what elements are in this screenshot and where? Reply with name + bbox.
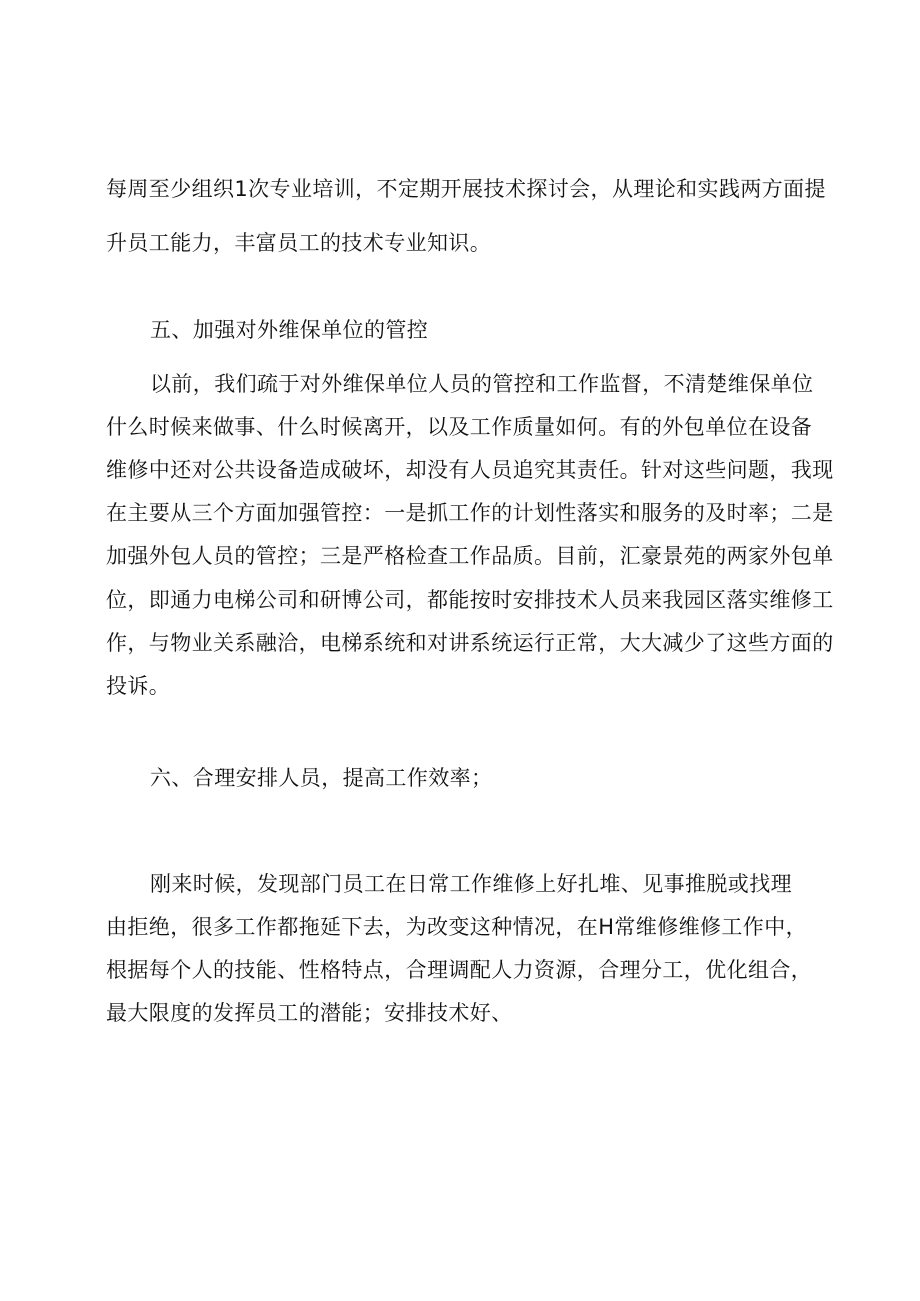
paragraph-line: 升员工能力，丰富员工的技术专业知识。 (106, 231, 492, 255)
paragraph-line: 由拒绝，很多工作都拖延下去，为改变这种情况，在H常维修维修工作中， (106, 915, 807, 939)
section-heading-6: 六、合理安排人员，提高工作效率； (150, 766, 493, 790)
paragraph-line: 作，与物业关系融洽，电梯系统和对讲系统运行正常，大大减少了这些方面的 (106, 631, 834, 655)
paragraph-line: 以前，我们疏于对外维保单位人员的管控和工作监督，不清楚维保单位 (150, 372, 814, 396)
section-heading-5: 五、加强对外维保单位的管控 (150, 318, 429, 342)
paragraph-line: 刚来时候，发现部门员工在日常工作维修上好扎堆、见事推脱或找理 (150, 872, 792, 896)
paragraph-line: 位，即通力电梯公司和研博公司，都能按时安排技术人员来我园区落实维修工 (106, 588, 834, 612)
paragraph-line: 在主要从三个方面加强管控：一是抓工作的计划性落实和服务的及时率；二是 (106, 501, 834, 525)
paragraph-line: 加强外包人员的管控；三是严格检查工作品质。目前，汇豪景苑的两家外包单 (106, 544, 834, 568)
paragraph-line: 维修中还对公共设备造成破坏，却没有人员追究其责任。针对这些问题，我现 (106, 458, 834, 482)
paragraph-line: 投诉。 (106, 674, 171, 698)
paragraph-line: 根据每个人的技能、性格特点，合理调配人力资源，合理分工，优化组合， (106, 958, 813, 982)
paragraph-line: 每周至少组织1次专业培训，不定期开展技术探讨会，从理论和实践两方面提 (106, 177, 826, 201)
paragraph-line: 最大限度的发挥员工的潜能；安排技术好、 (106, 1001, 513, 1025)
paragraph-line: 什么时候来做事、什么时候离开，以及工作质量如何。有的外包单位在设备 (106, 415, 813, 439)
